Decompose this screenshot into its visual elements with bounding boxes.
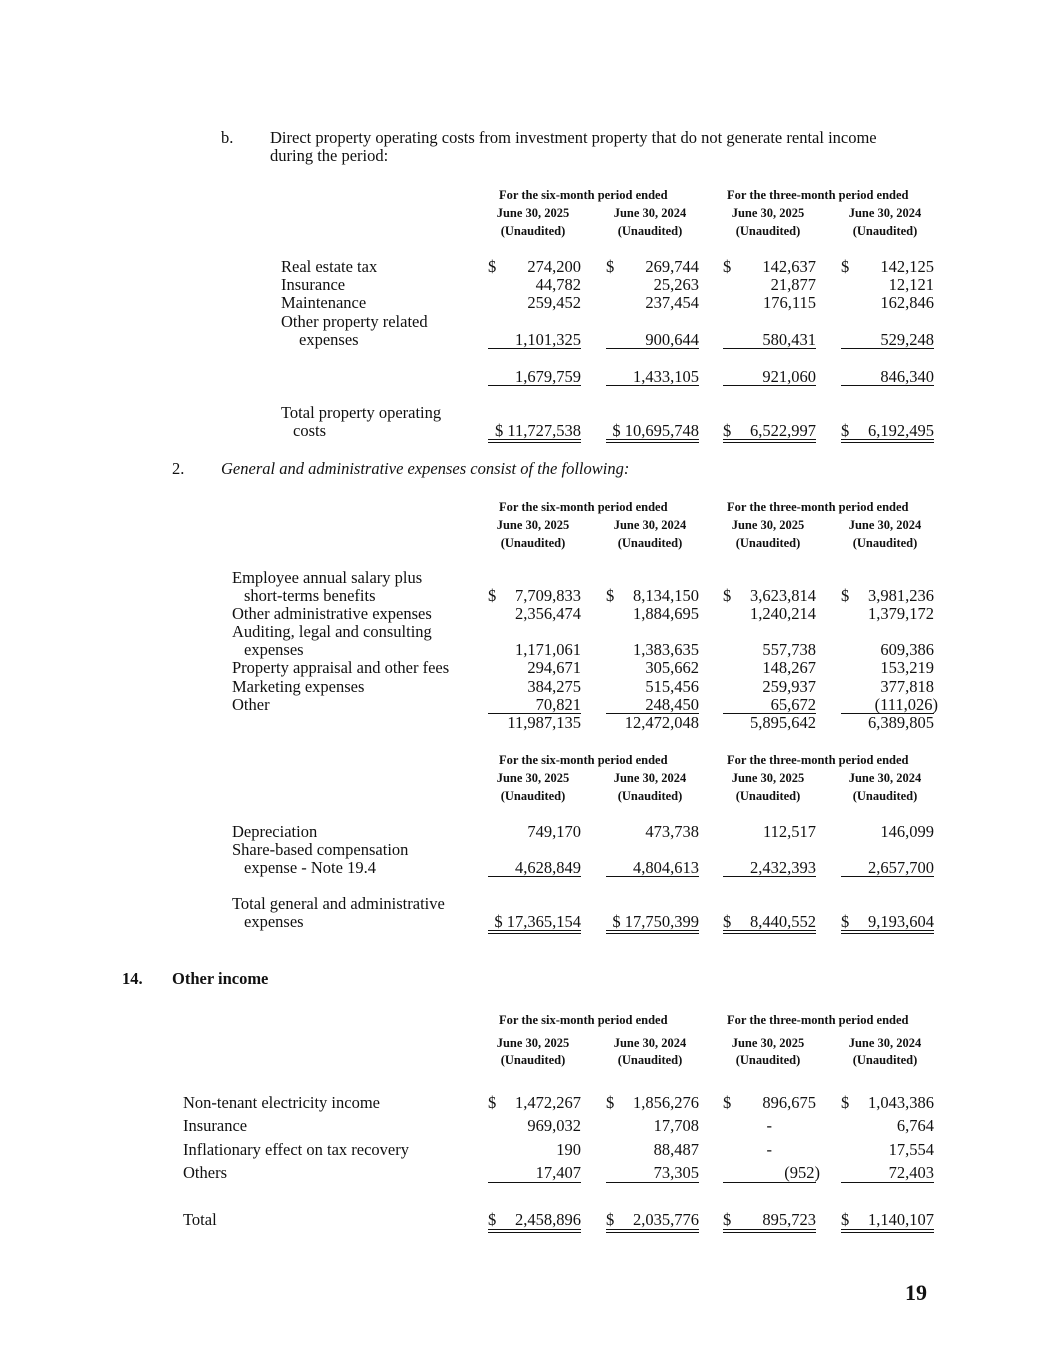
header-six-month: For the six-month period ended	[499, 753, 668, 767]
header-three-month: For the three-month period ended	[727, 1013, 909, 1027]
double-underline	[606, 439, 699, 443]
header-col4-date: June 30, 2024	[848, 771, 922, 785]
dollar-sign: $	[606, 257, 615, 276]
header-six-month: For the six-month period ended	[499, 500, 668, 514]
total-cell: 6,522,997	[750, 421, 816, 440]
total-cell: 8,440,552	[750, 912, 816, 931]
table-cell: 153,219	[880, 658, 934, 677]
header-col2-unaudited: (Unaudited)	[617, 224, 683, 238]
double-underline	[488, 1229, 581, 1233]
header-col2-unaudited: (Unaudited)	[617, 789, 683, 803]
header-col2-unaudited: (Unaudited)	[617, 1053, 683, 1067]
underline	[488, 385, 581, 386]
table-cell: 1,379,172	[868, 604, 934, 623]
table-cell: 176,115	[762, 293, 816, 312]
double-underline	[606, 930, 699, 934]
header-col4-date: June 30, 2024	[848, 1036, 922, 1050]
table-cell: 25,263	[653, 275, 699, 294]
table-cell: 4,628,849	[515, 858, 581, 877]
table-cell: 88,487	[653, 1140, 699, 1159]
table-row-label-cont: expenses	[299, 330, 359, 349]
table-cell: 21,877	[770, 275, 816, 294]
table-cell: (952)	[784, 1163, 820, 1182]
table-cell: 12,121	[888, 275, 934, 294]
section-14-marker: 14.	[122, 969, 143, 988]
dollar-sign: $	[488, 257, 497, 276]
subtotal-cell: 11,987,135	[507, 713, 581, 732]
table-cell: 190	[556, 1140, 581, 1159]
table-cell: 44,782	[535, 275, 581, 294]
dollar-sign: $	[841, 257, 850, 276]
dollar-sign: $	[488, 1210, 497, 1229]
table-cell: 17,554	[888, 1140, 934, 1159]
dollar-sign: $	[488, 1093, 497, 1112]
table-cell: 146,099	[880, 822, 934, 841]
underline	[488, 876, 581, 877]
total-cell: $ 10,695,748	[612, 421, 699, 440]
total-cell: 6,192,495	[868, 421, 934, 440]
table-cell: 4,804,613	[633, 858, 699, 877]
table-row-label-cont: short-terms benefits	[244, 586, 376, 605]
dollar-sign: $	[723, 257, 732, 276]
total-label: Total general and administrative	[232, 894, 445, 913]
subtotal-cell: 921,060	[762, 367, 816, 386]
underline	[606, 1182, 699, 1183]
table-cell: 473,738	[645, 822, 699, 841]
header-col2-date: June 30, 2024	[613, 518, 687, 532]
table-cell: 7,709,833	[515, 586, 581, 605]
header-col2-date: June 30, 2024	[613, 206, 687, 220]
underline	[606, 385, 699, 386]
header-col4-unaudited: (Unaudited)	[852, 224, 918, 238]
header-three-month: For the three-month period ended	[727, 500, 909, 514]
double-underline	[606, 1229, 699, 1233]
total-cell: 2,458,896	[515, 1210, 581, 1229]
dollar-sign: $	[841, 586, 850, 605]
table-row-label: Others	[183, 1163, 227, 1182]
table-cell: 3,981,236	[868, 586, 934, 605]
table-cell: 8,134,150	[633, 586, 699, 605]
table-row-label: Other administrative expenses	[232, 604, 432, 623]
header-col3-unaudited: (Unaudited)	[735, 224, 801, 238]
table-cell: 1,472,267	[515, 1093, 581, 1112]
table-cell: 248,450	[645, 695, 699, 714]
double-underline	[488, 439, 581, 443]
double-underline	[488, 930, 581, 934]
total-cell: 1,140,107	[868, 1210, 934, 1229]
table-row-label: Insurance	[183, 1116, 248, 1135]
total-cell: $ 11,727,538	[494, 421, 581, 440]
section-14-title: Other income	[172, 969, 269, 988]
table-row-label: Real estate tax	[281, 257, 378, 276]
table-cell: 1,101,325	[515, 330, 581, 349]
underline	[841, 385, 934, 386]
dollar-sign: $	[723, 586, 732, 605]
table-cell: 580,431	[762, 330, 816, 349]
subtotal-cell: 5,895,642	[750, 713, 816, 732]
underline	[488, 1182, 581, 1183]
table-cell: 529,248	[880, 330, 934, 349]
table-row-label: Other property related	[281, 312, 428, 331]
dollar-sign: $	[841, 912, 850, 931]
underline	[841, 876, 934, 877]
dollar-sign: $	[723, 1093, 732, 1112]
table-cell: 1,383,635	[633, 640, 699, 659]
table-cell: 749,170	[527, 822, 581, 841]
header-col3-unaudited: (Unaudited)	[735, 1053, 801, 1067]
section-b-marker: b.	[221, 128, 234, 147]
table-cell: 259,937	[762, 677, 816, 696]
total-label-cont: costs	[293, 421, 326, 440]
dollar-sign: $	[723, 421, 732, 440]
double-underline	[841, 930, 934, 934]
dollar-sign: $	[488, 586, 497, 605]
underline	[723, 385, 816, 386]
table-cell: 557,738	[762, 640, 816, 659]
table-cell: 17,407	[535, 1163, 581, 1182]
table-cell: 377,818	[880, 677, 934, 696]
table-cell: 1,856,276	[633, 1093, 699, 1112]
double-underline	[841, 1229, 934, 1233]
underline	[723, 876, 816, 877]
dollar-sign: $	[723, 912, 732, 931]
header-three-month: For the three-month period ended	[727, 188, 909, 202]
subtotal-cell: 6,389,805	[868, 713, 934, 732]
table-cell: 1,171,061	[515, 640, 581, 659]
subtotal-cell: 1,433,105	[633, 367, 699, 386]
table-cell: 237,454	[645, 293, 699, 312]
table-cell: 609,386	[880, 640, 934, 659]
header-col1-unaudited: (Unaudited)	[500, 536, 566, 550]
table-cell: 3,623,814	[750, 586, 816, 605]
page-number: 19	[905, 1280, 927, 1305]
table-cell: -	[766, 1116, 772, 1135]
section-2-text: General and administrative expenses consist of the following:	[221, 459, 630, 478]
section-b-text-line2: during the period:	[270, 146, 389, 165]
header-col2-date: June 30, 2024	[613, 1036, 687, 1050]
table-cell: 515,456	[645, 677, 699, 696]
table-cell: 17,708	[653, 1116, 699, 1135]
header-col4-unaudited: (Unaudited)	[852, 1053, 918, 1067]
dollar-sign: $	[606, 586, 615, 605]
total-cell: $ 17,365,154	[494, 912, 581, 931]
table-row-label: Maintenance	[281, 293, 367, 312]
table-cell: 305,662	[645, 658, 699, 677]
header-col1-date: June 30, 2025	[496, 206, 570, 220]
total-label-cont: expenses	[244, 912, 304, 931]
header-col3-date: June 30, 2025	[731, 771, 805, 785]
header-col1-unaudited: (Unaudited)	[500, 789, 566, 803]
dollar-sign: $	[841, 421, 850, 440]
table-row-label: Insurance	[281, 275, 346, 294]
header-col4-date: June 30, 2024	[848, 206, 922, 220]
table-cell: 269,744	[645, 257, 699, 276]
table-cell: 73,305	[653, 1163, 699, 1182]
total-cell: 9,193,604	[868, 912, 934, 931]
table-row-label: Property appraisal and other fees	[232, 658, 450, 677]
table-cell: 70,821	[535, 695, 581, 714]
section-2-marker: 2.	[172, 459, 185, 478]
header-col1-unaudited: (Unaudited)	[500, 224, 566, 238]
header-col2-date: June 30, 2024	[613, 771, 687, 785]
table-cell: 1,884,695	[633, 604, 699, 623]
table-cell: 2,657,700	[868, 858, 934, 877]
subtotal-cell: 1,679,759	[515, 367, 581, 386]
table-cell: 65,672	[770, 695, 816, 714]
table-cell: 142,637	[762, 257, 816, 276]
header-six-month: For the six-month period ended	[499, 1013, 668, 1027]
header-col1-unaudited: (Unaudited)	[500, 1053, 566, 1067]
header-col3-date: June 30, 2025	[731, 518, 805, 532]
header-col4-unaudited: (Unaudited)	[852, 536, 918, 550]
table-row-label: Marketing expenses	[232, 677, 365, 696]
table-cell: 384,275	[527, 677, 581, 696]
total-label: Total property operating	[281, 403, 442, 422]
table-cell: 2,356,474	[515, 604, 581, 623]
underline	[723, 348, 816, 349]
header-col3-unaudited: (Unaudited)	[735, 789, 801, 803]
table-row-label-cont: expense - Note 19.4	[244, 858, 376, 877]
table-cell: 259,452	[527, 293, 581, 312]
subtotal-cell: 12,472,048	[624, 713, 699, 732]
table-cell: 142,125	[880, 257, 934, 276]
table-cell: 1,240,214	[750, 604, 816, 623]
header-col3-unaudited: (Unaudited)	[735, 536, 801, 550]
table-row-label: Depreciation	[232, 822, 318, 841]
underline	[723, 1182, 816, 1183]
header-col1-date: June 30, 2025	[496, 1036, 570, 1050]
dollar-sign: $	[841, 1210, 850, 1229]
table-cell: 294,671	[527, 658, 581, 677]
table-cell: 162,846	[880, 293, 934, 312]
dollar-sign: $	[606, 1210, 615, 1229]
table-cell: (111,026)	[874, 695, 938, 714]
table-cell: 274,200	[527, 257, 581, 276]
total-cell: $ 17,750,399	[612, 912, 699, 931]
table-cell: 72,403	[888, 1163, 934, 1182]
header-col1-date: June 30, 2025	[496, 771, 570, 785]
underline	[606, 348, 699, 349]
table-row-label: Inflationary effect on tax recovery	[183, 1140, 409, 1159]
double-underline	[841, 439, 934, 443]
dollar-sign: $	[606, 1093, 615, 1112]
table-cell: 2,432,393	[750, 858, 816, 877]
total-cell: 2,035,776	[633, 1210, 699, 1229]
header-col4-date: June 30, 2024	[848, 518, 922, 532]
header-six-month: For the six-month period ended	[499, 188, 668, 202]
section-b-text-line1: Direct property operating costs from investment property that do not generate rental income	[270, 128, 877, 147]
table-row-label: Non-tenant electricity income	[183, 1093, 381, 1112]
table-cell: 112,517	[762, 822, 816, 841]
table-row-label: Other	[232, 695, 270, 714]
table-cell: -	[766, 1140, 772, 1159]
total-cell: 895,723	[762, 1210, 816, 1229]
underline	[606, 876, 699, 877]
total-label: Total	[183, 1210, 217, 1229]
table-cell: 148,267	[762, 658, 816, 677]
table-row-label: Auditing, legal and consulting	[232, 622, 432, 641]
header-col4-unaudited: (Unaudited)	[852, 789, 918, 803]
dollar-sign: $	[841, 1093, 850, 1112]
header-col2-unaudited: (Unaudited)	[617, 536, 683, 550]
header-three-month: For the three-month period ended	[727, 753, 909, 767]
table-row-label-cont: expenses	[244, 640, 304, 659]
table-cell: 969,032	[527, 1116, 581, 1135]
underline	[841, 348, 934, 349]
header-col3-date: June 30, 2025	[731, 206, 805, 220]
dollar-sign: $	[723, 1210, 732, 1229]
header-col3-date: June 30, 2025	[731, 1036, 805, 1050]
header-col1-date: June 30, 2025	[496, 518, 570, 532]
table-cell: 6,764	[896, 1116, 934, 1135]
subtotal-cell: 846,340	[880, 367, 934, 386]
table-row-label: Employee annual salary plus	[232, 568, 423, 587]
table-cell: 1,043,386	[868, 1093, 934, 1112]
underline	[488, 348, 581, 349]
double-underline	[723, 1229, 816, 1233]
underline	[841, 1182, 934, 1183]
table-cell: 896,675	[762, 1093, 816, 1112]
double-underline	[723, 439, 816, 443]
table-cell: 900,644	[645, 330, 699, 349]
double-underline	[723, 930, 816, 934]
table-row-label: Share-based compensation	[232, 840, 409, 859]
